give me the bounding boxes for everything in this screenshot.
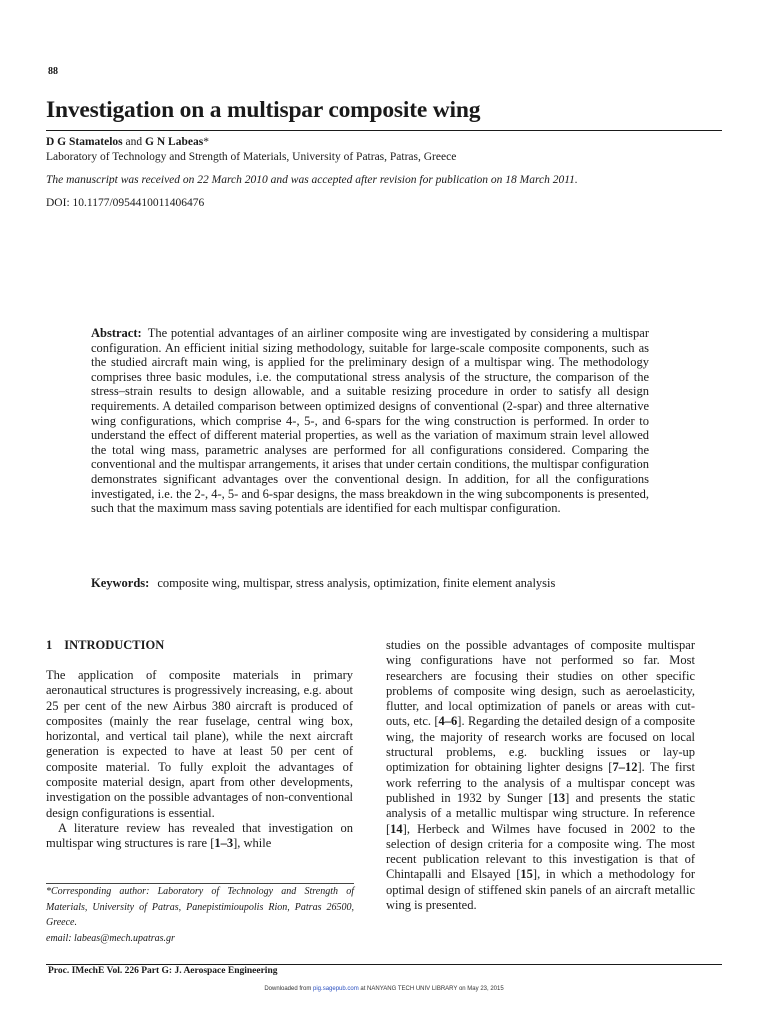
right-column — [386, 638, 695, 913]
footnote-text: *Corresponding author: Laboratory of Technology and Strength of Materials, University of Patras, Panepistimioupolis Rion, Patras 26500, Greece. — [46, 886, 354, 929]
page-number: 88 — [48, 66, 58, 77]
author-line — [46, 136, 209, 148]
citation: 1–3 — [214, 836, 234, 851]
author-conjunction: and — [122, 136, 146, 148]
footnote — [46, 884, 354, 946]
citation: 15 — [520, 867, 533, 882]
abstract-text: The potential advantages of an airliner composite wing are investigated by considering a multispar configuration. An efficient initial sizing methodology, suitable for large-scale composite components, such as the studied aircraft main wing, is applied for the preliminary design of a multispar wing. The methodology comprises three basic modules, i.e. the computational stress analysis of the structure, the comparison of the stress–strain results to design allowable, and a suitable resizing procedure in order to satisfy all design requirements. A detailed comparison between optimized designs of conventional (2-spar) and three alternative wing configurations, which comprise 4-, 5-, and 6-spars for the wing construction is performed. In order to understand the effect of different material properties, as well as the variation of maximum strain level allowed the total wing mass, parametric analyses are performed for all configurations considered. Comparing the conventional and the multispar arrangements, it arises that under certain conditions, the multispar configuration demonstrates significant advantages over the conventional design. In addition, for all the configurations investigated, i.e. the 2-, 4-, 5- and 6-spar designs, the mass breakdown in the wing subcomponents is presented, such that the maximum mass saving potentials are identified for each multispar configuration. — [91, 326, 649, 516]
intro-paragraph-1: The application of composite materials in primary aeronautical structures is progressively increasing, e.g. about 25 per cent of the new Airbus 380 aircraft is produced of composites (mainly the rear fuselage, central wing box, horizontal, and vertical tail plane), while the next aircraft generation is expected to have at least 50 per cent of composite material. To fully exploit the advantages of composite material design, apart from other developments, investigation on the possible advantages of non-conventional design configurations is essential. — [46, 668, 353, 820]
author-1: D G Stamatelos — [46, 136, 123, 148]
citation: 4–6 — [438, 714, 458, 729]
journal-footer: Proc. IMechE Vol. 226 Part G: J. Aerospace Engineering — [48, 966, 278, 976]
citation: 7–12 — [612, 760, 638, 775]
article-title: Investigation on a multispar composite wing — [46, 97, 481, 123]
left-column — [46, 668, 353, 852]
intro-paragraph-2-continued: studies on the possible advantages of composite multispar wing configurations have not performed so far. Most researchers are focusing their studies on other specific problems of composite wing design, such as aeroelasticity, flutter, and local optimization of panels or areas with cut-outs, etc. [4–6]. Regarding the detailed design of a composite wing, the majority of research works are focused on local structural problems, e.g. buckling issues or lay-up optimization for obtaining lighter designs [7–12]. The first work referring to the analysis of a multispar concept was published in 1932 by Sunger [13] and presents the static analysis of a metallic multispar wing structure. In reference [14], Herbeck and Wilmes have focused in 2002 to the selection of design criteria for a composite wing. The most recent publication relevant to this investigation is that of Chintapalli and Elsayed [15], in which a methodology for optimal design of stiffened skin panels of an aircraft metallic wing is presented. — [386, 638, 696, 913]
keywords-label: Keywords: — [91, 576, 150, 590]
citation: 14 — [390, 821, 403, 836]
affiliation: Laboratory of Technology and Strength of Materials, University of Patras, Patras, Greece — [46, 151, 457, 163]
keywords — [91, 576, 555, 591]
section-heading — [46, 638, 164, 653]
citation: 13 — [552, 790, 566, 805]
abstract — [91, 326, 649, 516]
footer-rule — [46, 964, 722, 965]
corresponding-author-mark: * — [203, 136, 209, 148]
author-2: G N Labeas — [145, 136, 204, 148]
abstract-label: Abstract: — [91, 326, 142, 340]
doi: DOI: 10.1177/0954410011406476 — [46, 197, 205, 209]
received-note: The manuscript was received on 22 March 2010 and was accepted after revision for publication on 18 March 2011. — [46, 174, 578, 186]
section-title: INTRODUCTION — [64, 638, 165, 652]
download-link[interactable]: pig.sagepub.com — [313, 986, 359, 992]
download-notice: Downloaded from pig.sagepub.com at NANYANG TECH UNIV LIBRARY on May 23, 2015 — [264, 986, 504, 992]
title-rule — [46, 130, 722, 131]
section-number: 1 — [46, 638, 53, 652]
keywords-text: composite wing, multispar, stress analysis, optimization, finite element analysis — [157, 576, 556, 590]
intro-paragraph-2: A literature review has revealed that investigation on multispar wing structures is rare [1–3], while — [46, 820, 353, 851]
footnote-email: email: labeas@mech.upatras.gr — [46, 932, 175, 944]
